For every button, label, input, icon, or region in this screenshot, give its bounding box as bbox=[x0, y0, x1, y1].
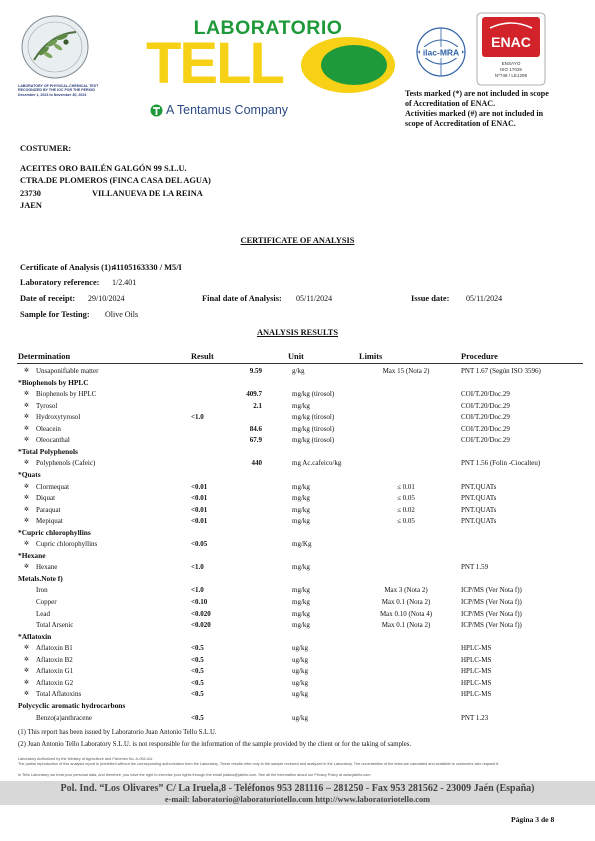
enac-logo bbox=[476, 12, 546, 86]
header-procedure: Procedure bbox=[461, 352, 498, 361]
asterisk-icon: ✲ bbox=[24, 460, 30, 467]
table-row bbox=[0, 481, 595, 493]
limits-cell: ≤ 0.05 bbox=[397, 517, 415, 526]
table-row bbox=[0, 561, 595, 573]
result-cell: <1.0 bbox=[191, 563, 204, 572]
tello-letters: TELL bbox=[146, 31, 283, 96]
customer-zip: 23730 bbox=[20, 189, 41, 198]
result-cell: 2.1 bbox=[253, 401, 262, 410]
limits-cell: ≤ 0.02 bbox=[397, 505, 415, 514]
table-row bbox=[0, 654, 595, 666]
unit-cell: mg/kg (tirosol) bbox=[292, 436, 335, 445]
table-row bbox=[0, 712, 595, 724]
limits-cell: ≤ 0.05 bbox=[397, 494, 415, 503]
procedure-cell: COI/T.20/Doc.29 bbox=[461, 424, 510, 433]
tentamus-tagline: A Tentamus Company bbox=[166, 103, 289, 117]
footer-address: Pol. Ind. “Los Olivares” C/ La Iruela,8 - Teléfonos 953 281116 – 281250 - Fax 953 281562 - 23009 Jaén (España) bbox=[60, 783, 535, 794]
asterisk-icon: ✲ bbox=[24, 564, 30, 571]
category-row bbox=[0, 377, 595, 389]
final-date-label: Final date of Analysis: bbox=[202, 294, 282, 303]
unit-cell: ug/kg bbox=[292, 644, 308, 653]
table-row bbox=[0, 584, 595, 596]
determination-cell: Oleacein bbox=[36, 424, 61, 433]
procedure-cell: HPLC-MS bbox=[461, 678, 492, 687]
asterisk-icon: ✲ bbox=[24, 679, 30, 686]
coa-value: 41105163330 / M5/I bbox=[112, 263, 182, 272]
receipt-date-label: Date of receipt: bbox=[20, 294, 76, 303]
determination-cell: Aflatoxin B1 bbox=[36, 644, 73, 653]
table-row bbox=[0, 538, 595, 550]
procedure-cell: COI/T.20/Doc.29 bbox=[461, 413, 510, 422]
unit-cell: mg Ac.cafeico/kg bbox=[292, 459, 342, 468]
determination-cell: Aflatoxin B2 bbox=[36, 655, 73, 664]
legal-line-1: Laboratory Authorized by the Ministry of Agriculture and Fisheries No. A-052-AU. bbox=[18, 757, 154, 761]
coa-label: Certificate of Analysis (1): bbox=[20, 263, 114, 272]
determination-cell: Hexane bbox=[36, 563, 58, 572]
svg-text:Nº749 / LE1295: Nº749 / LE1295 bbox=[494, 73, 528, 78]
header-unit: Unit bbox=[288, 352, 304, 361]
determination-cell: Clormequat bbox=[36, 482, 70, 491]
determination-cell: Aflatoxin G2 bbox=[36, 678, 74, 687]
determination-cell: Total Arsenic bbox=[36, 621, 74, 630]
procedure-cell: PNT 1.59 bbox=[461, 563, 489, 572]
determination-cell: Tyrosol bbox=[36, 401, 58, 410]
seal-caption: LABORATORY OF PHYSICAL-CHEMICAL TEST RECOGNIZED BY THE IOC FOR THE PERIOD December 1, 2023 to November 30, 2024 bbox=[18, 84, 99, 97]
limits-cell: ≤ 0.01 bbox=[397, 482, 415, 491]
unit-cell: mg/kg bbox=[292, 517, 310, 526]
unit-cell: mg/kg (tirosol) bbox=[292, 390, 335, 399]
tello-logo bbox=[146, 31, 301, 96]
limits-cell: Max 0.10 (Nota 4) bbox=[379, 609, 433, 618]
unit-cell: mg/kg bbox=[292, 621, 310, 630]
procedure-cell: PNT 1.67 (Según ISO 3596) bbox=[461, 367, 541, 375]
procedure-cell: PNT 1.56 (Folin -Ciocalteu) bbox=[461, 459, 541, 468]
procedure-cell: ICP/MS (Ver Nota f)) bbox=[461, 621, 522, 630]
table-row bbox=[0, 388, 595, 400]
result-cell: <0.01 bbox=[191, 517, 208, 526]
determination-cell: Oleocanthal bbox=[36, 436, 70, 445]
final-date-value: 05/11/2024 bbox=[296, 294, 333, 303]
lab-reference-value: 1/2.401 bbox=[112, 278, 137, 287]
category-row bbox=[0, 527, 595, 539]
determination-cell: Biophenols by HPLC bbox=[36, 390, 97, 399]
category-row bbox=[0, 573, 595, 585]
result-cell: <1.0 bbox=[191, 586, 204, 595]
result-cell: <0.020 bbox=[191, 621, 211, 630]
result-cell: <0.05 bbox=[191, 540, 208, 549]
unit-cell: mg/Kg bbox=[292, 540, 312, 549]
svg-text:ENSAYO: ENSAYO bbox=[501, 61, 521, 66]
unit-cell: g/kg bbox=[292, 367, 305, 375]
determination-cell: Paraquat bbox=[36, 505, 61, 514]
procedure-cell: PNT.QUATs bbox=[461, 517, 497, 526]
page-number: Página 3 de 8 bbox=[511, 815, 555, 824]
note-line: Activities marked (#) are not included in bbox=[405, 109, 544, 118]
footer-contact: e-mail: laboratorio@laboratoriotello.com http://www.laboratoriotello.com bbox=[164, 795, 431, 804]
result-cell: <0.5 bbox=[191, 713, 204, 722]
customer-city: VILLANUEVA DE LA REINA bbox=[92, 189, 203, 198]
asterisk-icon: ✲ bbox=[24, 495, 30, 502]
table-row bbox=[0, 434, 595, 446]
asterisk-icon: ✲ bbox=[24, 368, 30, 374]
table-row bbox=[0, 504, 595, 516]
limits-cell: Max 3 (Nota 2) bbox=[384, 586, 428, 595]
result-cell: <0.5 bbox=[191, 667, 204, 676]
determination-cell: Copper bbox=[36, 598, 57, 606]
determination-cell: Lead bbox=[36, 609, 50, 618]
customer-label: COSTUMER: bbox=[20, 144, 72, 153]
unit-cell: mg/kg (tirosol) bbox=[292, 413, 335, 422]
unit-cell: ug/kg bbox=[292, 713, 308, 722]
issue-date-label: Issue date: bbox=[411, 294, 450, 303]
unit-cell: ug/kg bbox=[292, 678, 308, 687]
customer-province: JAEN bbox=[20, 201, 42, 210]
unit-cell: ug/kg bbox=[292, 690, 308, 699]
unit-cell: mg/kg bbox=[292, 563, 310, 572]
category-label: Polycyclic aromatic hydrocarbons bbox=[18, 700, 126, 710]
category-label: *Biophenols by HPLC bbox=[18, 377, 89, 387]
unit-cell: mg/kg (tirosol) bbox=[292, 424, 335, 433]
asterisk-icon: ✲ bbox=[24, 414, 30, 421]
procedure-cell: PNT.QUATs bbox=[461, 505, 497, 514]
table-row bbox=[0, 642, 595, 654]
table-row bbox=[0, 619, 595, 631]
note-line: of Accreditation of ENAC. bbox=[405, 99, 496, 108]
lab-reference-label: Laboratory reference: bbox=[20, 278, 100, 287]
asterisk-icon: ✲ bbox=[24, 518, 30, 525]
asterisk-icon: ✲ bbox=[24, 656, 30, 663]
table-row bbox=[0, 608, 595, 620]
category-row bbox=[0, 700, 595, 712]
results-title: ANALYSIS RESULTS bbox=[256, 328, 339, 337]
result-cell: 84.6 bbox=[249, 424, 262, 433]
result-cell: 9.59 bbox=[249, 367, 262, 375]
unit-cell: mg/kg bbox=[292, 494, 310, 503]
result-cell: <0.01 bbox=[191, 505, 208, 514]
category-label: Metals.Note f) bbox=[18, 573, 63, 583]
procedure-cell: COI/T.20/Doc.29 bbox=[461, 390, 510, 399]
procedure-cell: HPLC-MS bbox=[461, 655, 492, 664]
asterisk-icon: ✲ bbox=[24, 645, 30, 652]
note-line: scope of Accreditation of ENAC. bbox=[405, 119, 516, 128]
limits-cell: Max 0.1 (Nota 2) bbox=[381, 598, 431, 606]
asterisk-icon: ✲ bbox=[24, 506, 30, 513]
determination-cell: Benzo(a)anthracene bbox=[36, 713, 92, 722]
asterisk-icon: ✲ bbox=[24, 402, 30, 409]
customer-address: CTRA.DE PLOMEROS (FINCA CASA DEL AGUA) bbox=[20, 176, 211, 185]
limits-cell: Max 0.1 (Nota 2) bbox=[381, 621, 431, 630]
category-label: *Aflatoxin bbox=[18, 631, 52, 641]
procedure-cell: HPLC-MS bbox=[461, 644, 492, 653]
determination-cell: Polyphenols (Cafeic) bbox=[36, 459, 96, 468]
asterisk-icon: ✲ bbox=[24, 668, 30, 675]
unit-cell: mg/kg bbox=[292, 482, 310, 491]
result-cell: <0.5 bbox=[191, 655, 204, 664]
sample-label: Sample for Testing: bbox=[20, 310, 90, 319]
unit-cell: mg/kg bbox=[292, 586, 310, 595]
footnote-1: (1) This report has been issued by Laboratorio Juan Antonio Tello S.L.U. bbox=[18, 729, 217, 736]
procedure-cell: PNT.QUATs bbox=[461, 482, 497, 491]
determination-cell: Iron bbox=[36, 586, 48, 595]
category-label: *Total Polyphenols bbox=[18, 446, 78, 456]
procedure-cell: COI/T.20/Doc.29 bbox=[461, 401, 510, 410]
determination-cell: Mepiquat bbox=[36, 517, 63, 526]
procedure-cell: PNT.QUATs bbox=[461, 494, 497, 503]
table-row bbox=[0, 688, 595, 700]
result-cell: 67.9 bbox=[249, 436, 262, 445]
determination-cell: Unsaponifiable matter bbox=[36, 367, 99, 375]
legal-line-2: The partial reproduction of this analysis report is prohibited without the corresponding authorization from the Laboratory. These results refer only to the sample received and analyzed in the Laboratory. The uncertainties of the tests are calculated and available to customers who request it. bbox=[18, 762, 500, 766]
limits-cell: Max 15 (Nota 2) bbox=[382, 367, 430, 375]
category-label: *Hexane bbox=[18, 550, 46, 560]
ilac-text: ilac-MRA bbox=[422, 47, 460, 58]
table-row bbox=[0, 423, 595, 435]
procedure-cell: HPLC-MS bbox=[461, 690, 492, 699]
certificate-title: CERTIFICATE OF ANALYSIS bbox=[240, 236, 355, 245]
result-cell: <0.5 bbox=[191, 678, 204, 687]
unit-cell: ug/kg bbox=[292, 667, 308, 676]
asterisk-icon: ✲ bbox=[24, 391, 30, 398]
procedure-cell: ICP/MS (Ver Nota f)) bbox=[461, 609, 522, 618]
result-cell: 440 bbox=[251, 459, 262, 468]
category-row bbox=[0, 469, 595, 481]
category-row bbox=[0, 446, 595, 458]
determination-cell: Hydroxytyrosol bbox=[36, 413, 81, 422]
receipt-date-value: 29/10/2024 bbox=[88, 294, 125, 303]
table-row bbox=[0, 400, 595, 412]
procedure-cell: COI/T.20/Doc.29 bbox=[461, 436, 510, 445]
result-cell: <0.5 bbox=[191, 644, 204, 653]
note-line: Tests marked (*) are not included in scope bbox=[405, 89, 549, 98]
result-cell: <0.020 bbox=[191, 609, 211, 618]
header-result: Result bbox=[191, 352, 214, 361]
legal-line-3: In Tello Laboratory we treat your personal data, and therefore, you have the right to exercise your rights through the email pdatos@jatello.com. See all the information about our Privacy Policy at www.jatello.com. bbox=[18, 773, 372, 777]
table-row bbox=[0, 665, 595, 677]
procedure-cell: ICP/MS (Ver Nota f)) bbox=[461, 598, 522, 606]
table-row bbox=[0, 677, 595, 689]
result-cell: 409.7 bbox=[246, 390, 262, 399]
customer-name: ACEITES ORO BAILÉN GALGÓN 99 S.L.U. bbox=[20, 164, 187, 173]
determination-cell: Aflatoxin G1 bbox=[36, 667, 74, 676]
table-row bbox=[0, 596, 595, 608]
category-row bbox=[0, 631, 595, 643]
footnote-2: (2) Juan Antonio Tello Laboratory S.L.U. is not responsible for the information of the sample provided by the client or for the taking of samples. bbox=[18, 741, 412, 748]
svg-text:ISO 17025: ISO 17025 bbox=[500, 67, 522, 72]
category-row bbox=[0, 550, 595, 562]
result-cell: <0.01 bbox=[191, 494, 208, 503]
result-cell: <0.5 bbox=[191, 690, 204, 699]
header-limits: Limits bbox=[359, 352, 383, 361]
accreditation-notes bbox=[405, 89, 580, 129]
unit-cell: mg/kg bbox=[292, 401, 310, 410]
unit-cell: mg/kg bbox=[292, 598, 310, 606]
tello-logo-oval bbox=[300, 36, 396, 94]
table-row bbox=[0, 411, 595, 423]
determination-cell: Total Aflatoxins bbox=[36, 690, 82, 699]
result-cell: <0.10 bbox=[191, 598, 208, 606]
asterisk-icon: ✲ bbox=[24, 437, 30, 444]
ilac-mra-logo bbox=[414, 24, 468, 82]
sample-value: Olive Oils bbox=[105, 310, 139, 319]
category-label: *Cupric chlorophyllins bbox=[18, 527, 91, 537]
issue-date-value: 05/11/2024 bbox=[466, 294, 503, 303]
header-determination: Determination bbox=[18, 352, 71, 361]
procedure-cell: PNT 1.23 bbox=[461, 713, 489, 722]
asterisk-icon: ✲ bbox=[24, 483, 30, 490]
result-cell: <0.01 bbox=[191, 482, 208, 491]
category-label: *Quats bbox=[18, 469, 41, 479]
header-rule bbox=[17, 363, 583, 364]
unit-cell: ug/kg bbox=[292, 655, 308, 664]
procedure-cell: ICP/MS (Ver Nota f)) bbox=[461, 586, 522, 595]
procedure-cell: HPLC-MS bbox=[461, 667, 492, 676]
asterisk-icon: ✲ bbox=[24, 541, 30, 548]
laboratorio-wordmark: LABORATORIO bbox=[193, 17, 343, 39]
table-row bbox=[0, 515, 595, 527]
enac-text: ENAC bbox=[491, 34, 531, 50]
determination-cell: Cupric chlorophyllins bbox=[36, 540, 98, 549]
determination-cell: Diquat bbox=[36, 494, 56, 503]
table-row bbox=[0, 365, 595, 377]
table-row bbox=[0, 457, 595, 469]
unit-cell: mg/kg bbox=[292, 505, 310, 514]
tentamus-icon bbox=[150, 104, 163, 117]
ioc-recognition-seal bbox=[20, 14, 90, 80]
result-cell: <1.0 bbox=[191, 413, 204, 422]
table-row bbox=[0, 492, 595, 504]
unit-cell: mg/kg bbox=[292, 609, 310, 618]
asterisk-icon: ✲ bbox=[24, 425, 30, 432]
asterisk-icon: ✲ bbox=[24, 691, 30, 698]
